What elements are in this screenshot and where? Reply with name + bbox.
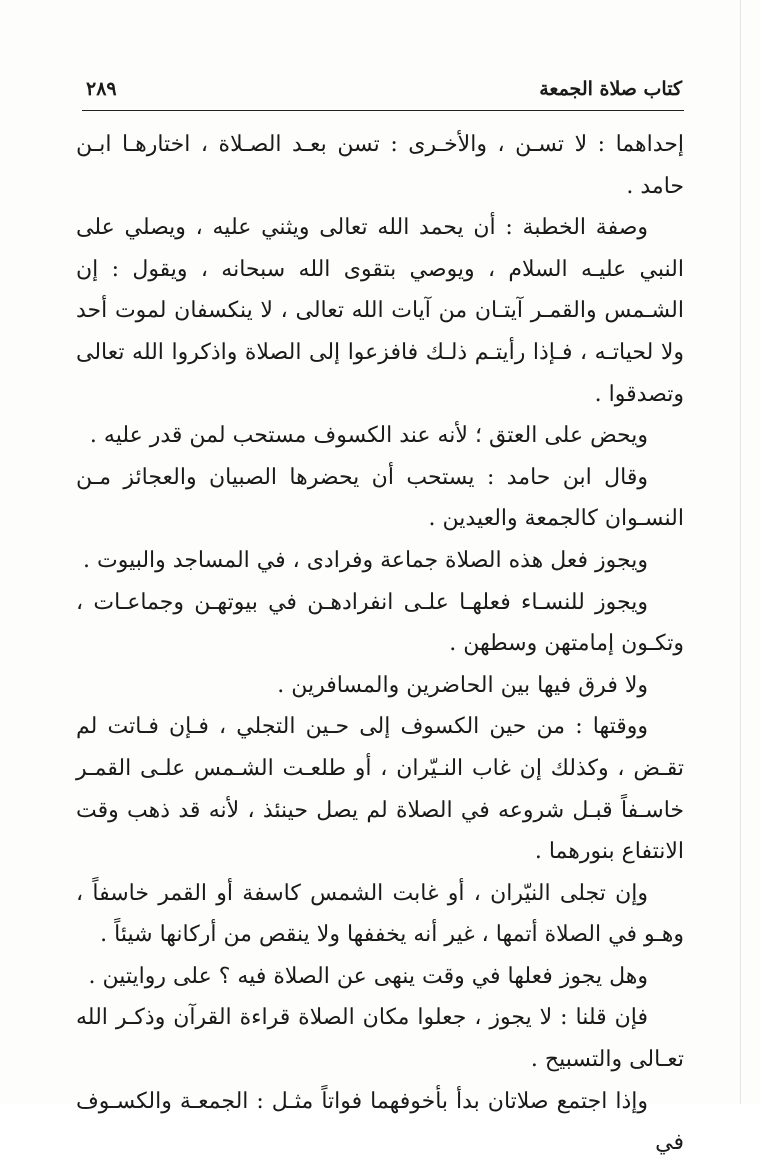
- paragraph-2: وصفة الخطبة : أن يحمد الله تعالى ويثني عليه ، ويصلي على النبي عليـه السلام ، ويوصي بتقوى الله سبحانه ، ويقول : إن الشـمس والقمـر آيتـان من آيات الله تعالى ، لا ينكسفان لموت أحد ولا لحياتـه ، فـإذا رأيتـم ذلـك فافزعوا إلى الصلاة واذكروا الله تعالى وتصدقوا .: [76, 215, 684, 407]
- paragraph-11: فإن قلنا : لا يجوز ، جعلوا مكان الصلاة قراءة القرآن وذكـر الله تعـالى والتسبيح .: [76, 1005, 684, 1073]
- header-rule: [82, 110, 684, 111]
- page-number: ٢٨٩: [86, 78, 117, 100]
- paragraph-3: ويحض على العتق ؛ لأنه عند الكسوف مستحب لمن قدر عليه .: [89, 423, 648, 449]
- paragraph-5: ويجوز فعل هذه الصلاة جماعة وفرادى ، في المساجد والبيوت .: [83, 547, 648, 573]
- chapter-title: كتاب صلاة الجمعة: [539, 78, 682, 100]
- paragraph-10: وهل يجوز فعلها في وقت ينهى عن الصلاة فيه ؟ على روايتين .: [88, 963, 648, 989]
- page-edge: [740, 0, 741, 1104]
- paragraph-12: وإذا اجتمع صلاتان بدأ بأخوفهما فواتاً مثـل : الجمعـة والكسـوف في: [76, 1088, 684, 1156]
- paragraph-1: إحداهما : لا تسـن ، والأخـرى : تسن بعـد الصـلاة ، اختارهـا ابـن حامد .: [76, 132, 684, 199]
- body-text: [76, 124, 684, 1164]
- paragraph-4: وقال ابن حامد : يستحب أن يحضرها الصبيان والعجائز مـن النسـوان كالجمعة والعيدين .: [76, 464, 684, 532]
- paragraph-8: ووقتها : من حين الكسوف إلى حـين التجلي ، فـإن فـاتت لم تقـض ، وكذلك إن غاب النـيّران ، أو طلعـت الشـمس علـى القمـر خاسـفاً قبـل شروعه في الصلاة لم يصل حينئذ ، لأنه قد ذهب وقت الانتفاع بنورهما .: [76, 714, 684, 865]
- running-header: [82, 76, 682, 110]
- paragraph-9: وإن تجلى النيّران ، أو غابت الشمس كاسفة أو القمر خاسفاً ، وهـو في الصلاة أتمها ، غير أنه يخففها ولا ينقص من أركانها شيئاً .: [76, 880, 684, 948]
- paragraph-7: ولا فرق فيها بين الحاضرين والمسافرين .: [277, 672, 648, 698]
- paragraph-6: ويجوز للنسـاء فعلهـا علـى انفرادهـن في بيوتهـن وجماعـات ، وتكـون إمامتهن وسطهن .: [76, 589, 684, 657]
